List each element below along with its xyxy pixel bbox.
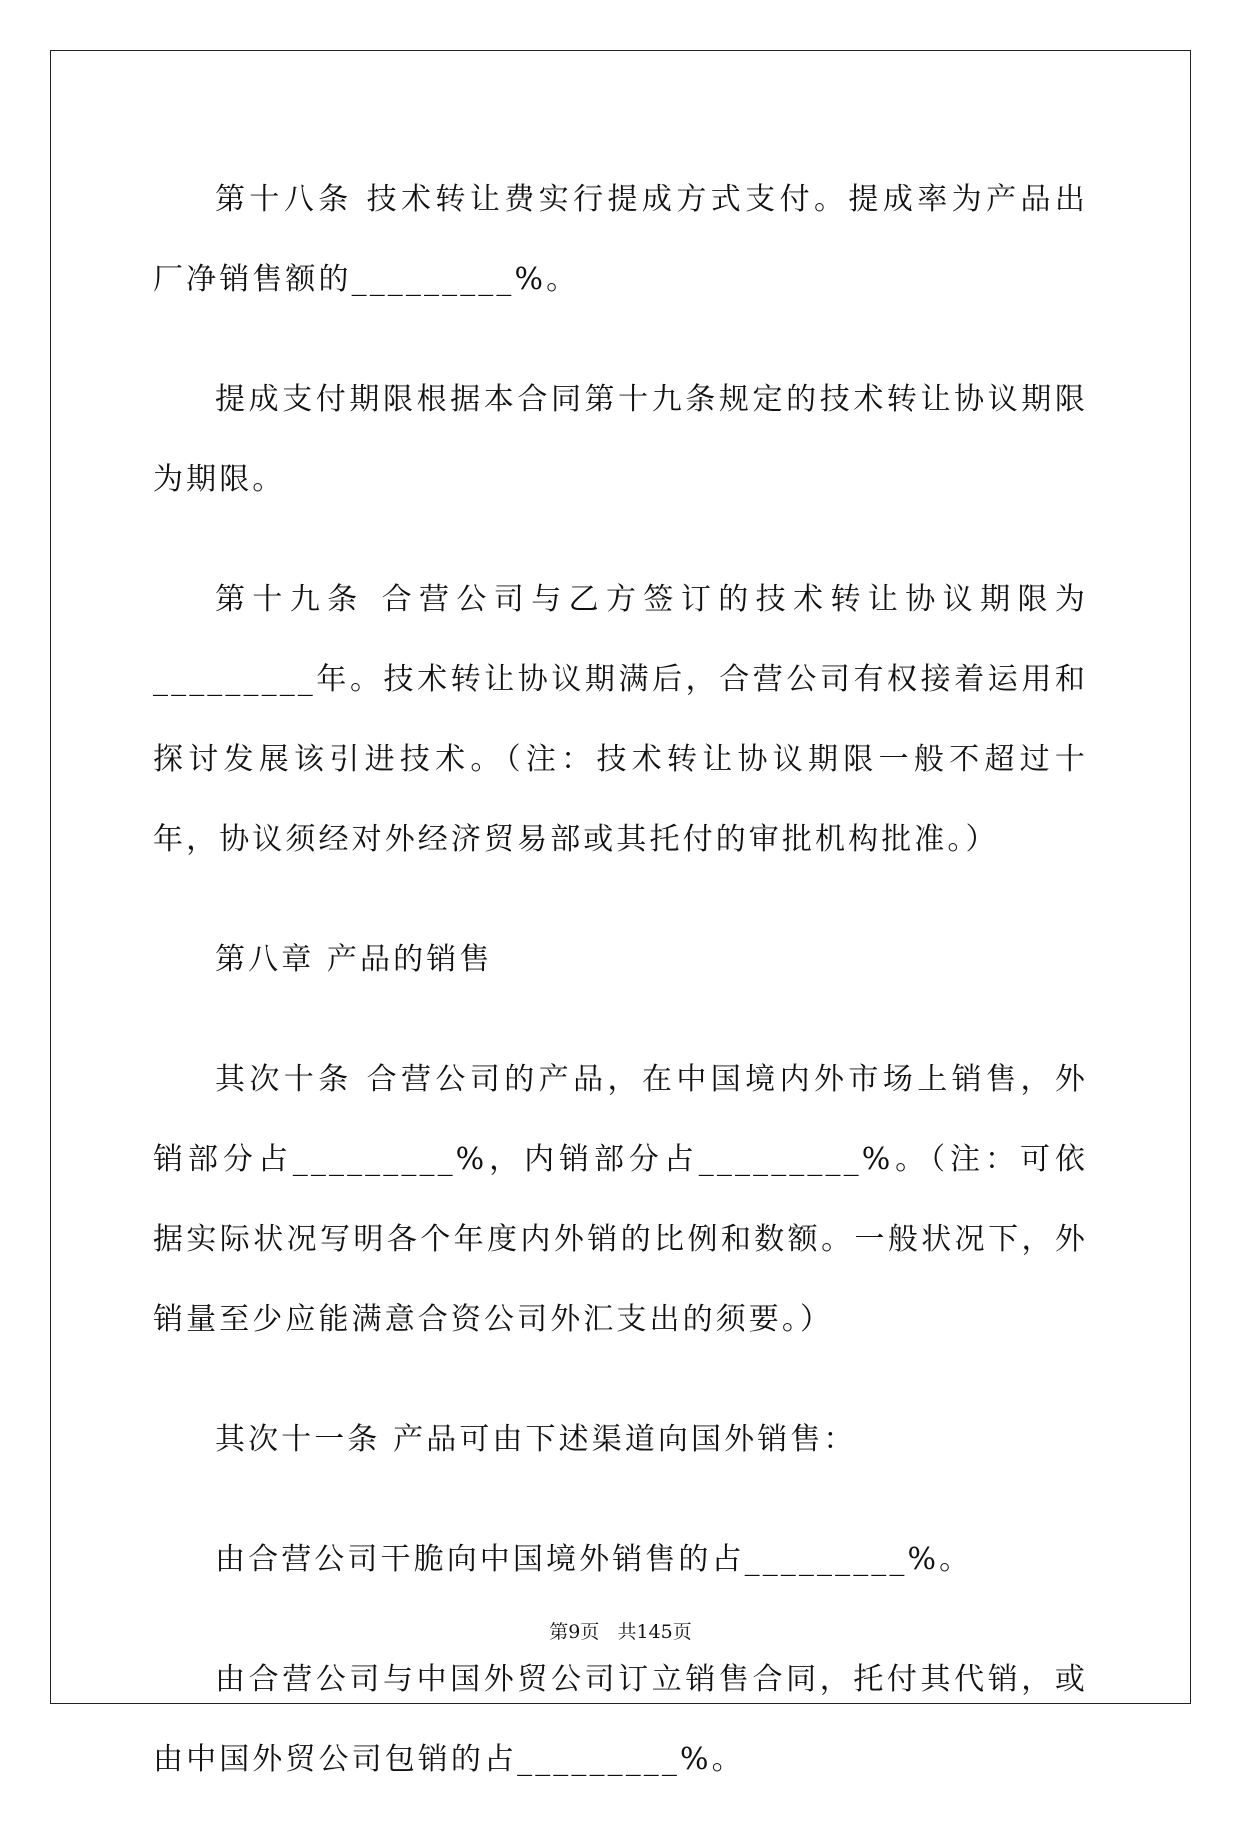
paragraph-article-18: 第十八条 技术转让费实行提成方式支付。提成率为产品出厂净销售额的_________%。: [153, 182, 1088, 297]
document-body: [153, 160, 1088, 1840]
page-number: 第9页 共145页: [549, 1621, 692, 1643]
paragraph-article-19: 第十九条 合营公司与乙方签订的技术转让协议期限为_________年。技术转让协议期满后，合营公司有权接着运用和探讨发展该引进技术。（注：技术转让协议期限一般不超过十年，协议须经对外经济贸易部或其托付的审批机构批准。）: [153, 582, 1088, 857]
paragraph-article-20: 其次十条 合营公司的产品，在中国境内外市场上销售，外销部分占_________%，内销部分占_________%。（注：可依据实际状况写明各个年度内外销的比例和数额。一般状况下，外销量至少应能满意合资公司外汇支出的须要。）: [153, 1062, 1088, 1337]
chapter-heading-sales: 第八章 产品的销售: [215, 942, 493, 977]
paragraph-payment-term: 提成支付期限根据本合同第十九条规定的技术转让协议期限为期限。: [153, 382, 1088, 497]
paragraph-direct-sales: 由合营公司干脆向中国境外销售的占_________%。: [215, 1542, 973, 1577]
paragraph-agency-sales: 由合营公司与中国外贸公司订立销售合同，托付其代销，或由中国外贸公司包销的占_________%。: [153, 1662, 1088, 1777]
paragraph-article-21: 其次十一条 产品可由下述渠道向国外销售：: [215, 1422, 857, 1457]
